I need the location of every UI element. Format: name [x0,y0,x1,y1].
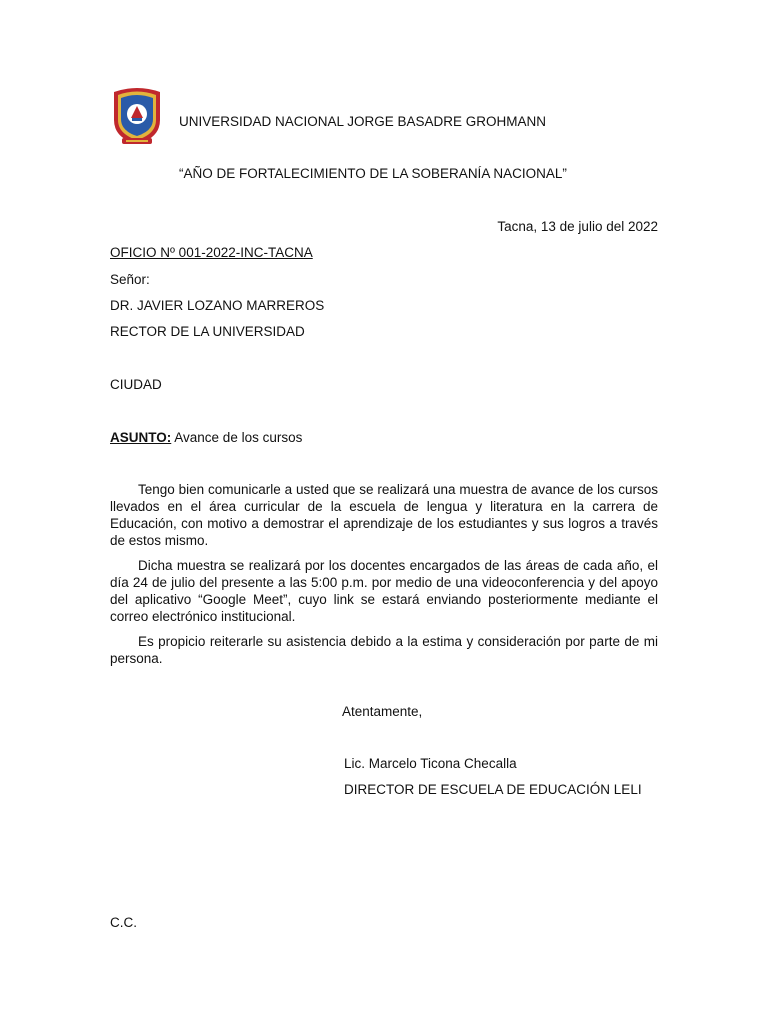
carbon-copy: C.C. [110,915,137,930]
institution-name: UNIVERSIDAD NACIONAL JORGE BASADRE GROHMANN [179,114,547,129]
signer-name: Lic. Marcelo Ticona Checalla [344,756,517,771]
year-motto: “AÑO DE FORTALECIMIENTO DE LA SOBERANÍA NACIONAL” [179,166,567,181]
body-paragraph-2: Dicha muestra se realizará por los docentes encargados de las áreas de cada año, el día 24 de julio del presente a las 5:00 p.m. por medio de una videoconferencia y del apoyo del aplicativo “Google Meet”, cuyo link se estará enviando posteriormente mediante el correo electrónico institucional. [110,558,658,624]
subject-label: ASUNTO: [110,430,172,445]
salutation: Señor: [110,272,150,287]
subject-text: Avance de los cursos [171,430,303,445]
recipient-title: RECTOR DE LA UNIVERSIDAD [110,324,305,339]
recipient-name: DR. JAVIER LOZANO MARREROS [110,298,325,313]
body-paragraph-1: Tengo bien comunicarle a usted que se realizará una muestra de avance de los cursos llevados en el área curricular de la escuela de lengua y literatura en la carrera de Educación, con motivo a demostrar el aprendizaje de los estudiantes y sus logros a través de estos mismo. [110,482,658,548]
body-paragraph-3: Es propicio reiterarle su asistencia debido a la estima y consideración por parte de mi persona. [110,634,658,666]
document-reference: OFICIO Nº 001-2022-INC-TACNA [110,245,313,260]
university-seal-logo [108,86,166,146]
signer-title: DIRECTOR DE ESCUELA DE EDUCACIÓN LELI [344,782,642,797]
place-date: Tacna, 13 de julio del 2022 [497,219,658,234]
closing: Atentamente, [342,704,423,719]
recipient-city: CIUDAD [110,377,162,392]
subject-line [110,429,302,446]
